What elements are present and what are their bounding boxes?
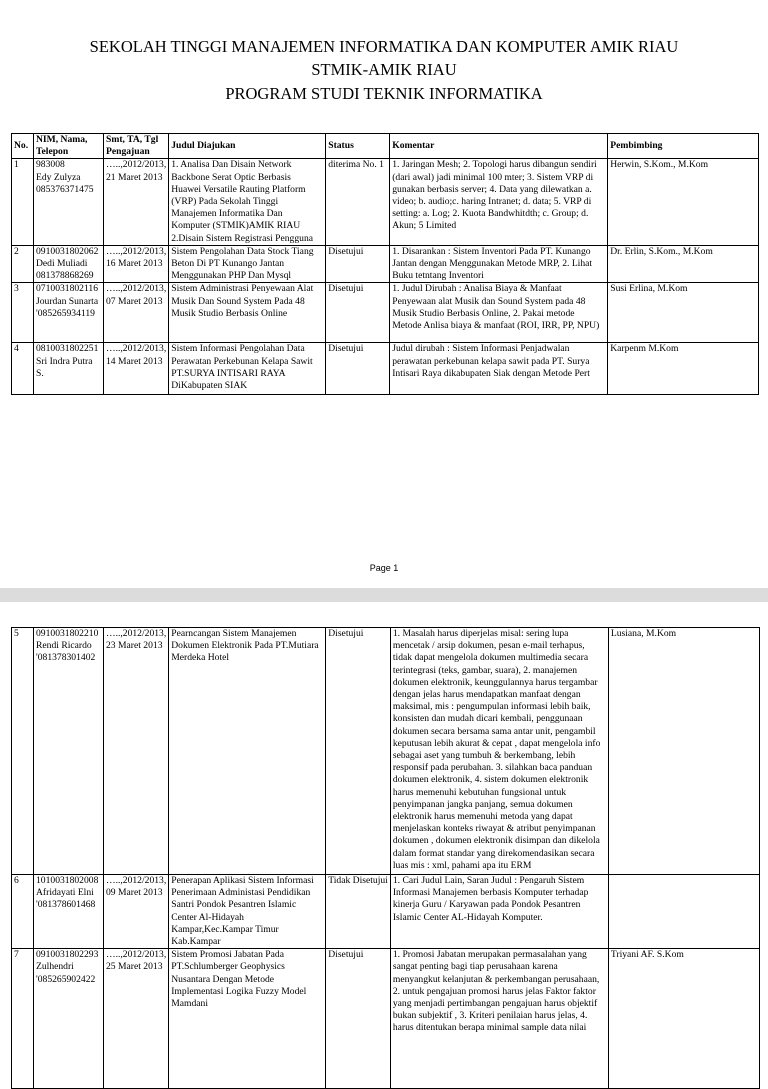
text-line: PT.SURYA INTISARI RAYA: [171, 367, 286, 379]
text-line: '081378601468: [36, 899, 96, 911]
text-line: 0910031802062: [36, 245, 99, 257]
cell-proposed-title: [169, 159, 326, 245]
text-line: Penerimaan Administasi Pendidikan: [171, 887, 311, 899]
text-line: Implementasi Logika Fuzzy Model: [171, 985, 307, 997]
cell-comment: [390, 245, 608, 283]
text-line: Komputer (STMIK)AMIK RIAU: [171, 220, 301, 232]
text-line: Merdeka Hotel: [171, 652, 230, 664]
text-line: menyangkut kelanjutan & perkembangan perusahaan,: [392, 973, 600, 985]
text-line: responsif pada perubahan. 3. silahkan baca panduan: [392, 762, 593, 774]
text-line: (dari awal) jadi minimal 100 mter; 3. Sistem VRP di: [392, 171, 594, 183]
text-line: Judul dirubah : Sistem Informasi Penjadwalan: [392, 343, 570, 355]
column-header-comment: Komentar: [390, 134, 608, 159]
text-line: 1. Jaringan Mesh; 2. Topologi harus dibangun sendiri: [392, 159, 597, 171]
thesis-proposal-table-page-1: [11, 133, 759, 395]
cell-supervisor: Herwin, S.Kom., M.Kom: [608, 159, 759, 245]
text-line: 16 Maret 2013: [106, 258, 163, 270]
text-line: maksimal, mis : pengumpulan informasi lebih baik,: [392, 701, 591, 713]
column-header-supervisor: Pembimbing: [608, 134, 759, 159]
cell-supervisor: Susi Erlina, M.Kom: [608, 283, 759, 343]
text-line: mencetak / arsip dokumen, pesan e-mail terhapus,: [392, 640, 585, 652]
cell-status: diterima No. 1: [326, 159, 390, 245]
cell-semester-date: [104, 159, 169, 245]
text-line: dokumen elektronik, 4. sistem dokumen elektronik: [392, 774, 589, 786]
text-line: Islamic Center AL-Hidayah Komputer.: [392, 911, 543, 923]
page-number: Page 1: [369, 563, 399, 573]
text-line: Afridayati Elni: [36, 887, 94, 899]
text-line: Dokumen Elektronik Pada PT.Mutiara: [171, 640, 319, 652]
column-header-nim: NIM, Nama, Telepon: [34, 134, 104, 159]
text-line: gunakan berbasis server; 4. Data yang dilewatkan a.: [392, 183, 592, 195]
cell-semester-date: [104, 245, 169, 283]
text-line: Rendi Ricardo: [36, 640, 92, 652]
document-page-2: [0, 602, 768, 1034]
cell-status: Disetujui: [326, 245, 390, 283]
cell-comment: [390, 628, 608, 875]
text-line: dengan jelas harus mendapatkan manfaat dengan: [392, 689, 581, 701]
institution-abbreviation: STMIK-AMIK RIAU: [311, 60, 457, 79]
table-header-row: [12, 134, 759, 159]
table-row: [12, 949, 760, 1089]
text-line: Backbone Serat Optic Berbasis: [171, 171, 291, 183]
thesis-proposal-table-page-2: [11, 627, 760, 1089]
cell-nim-name-phone: [34, 875, 104, 949]
text-line: 983008: [36, 159, 65, 171]
text-line: (VRP) Pada Sekolah Tinggi: [171, 196, 279, 208]
cell-supervisor: Lusiana, M.Kom: [608, 628, 759, 875]
text-line: …..,2012/2013,: [106, 875, 167, 886]
cell-status: Disetujui: [326, 343, 390, 395]
text-line: video; b. audio;c. haring Intranet; d. data; 5. VRP di: [392, 196, 592, 208]
cell-nim-name-phone: [34, 343, 104, 395]
text-line: 1. Masalah harus diperjelas misal: sering lupa: [392, 628, 569, 639]
text-line: 25 Maret 2013: [106, 961, 163, 973]
text-line: Menggunakan PHP Dan Mysql: [171, 270, 292, 282]
cell-supervisor: [608, 875, 759, 949]
cell-semester-date: [104, 343, 169, 395]
text-line: Beton Di PT Kunango Jantan: [171, 258, 285, 270]
cell-nim-name-phone: [34, 245, 104, 283]
text-line: Akun; 5 Limited: [392, 220, 457, 232]
text-line: 07 Maret 2013: [106, 295, 163, 307]
text-line: 2. untuk pengajuan promosi harus jelas Faktor faktor: [392, 985, 596, 997]
text-line: Center Al-Hidayah: [171, 911, 244, 923]
cell-supervisor: Triyani AF. S.Kom: [608, 949, 759, 1089]
text-line: '085265934119: [36, 307, 95, 319]
text-line: bukan subjektif , 3. Kriteri penilaian harus jelas, 4.: [392, 1010, 588, 1022]
cell-proposed-title: [169, 949, 326, 1089]
column-header-status: Status: [326, 134, 390, 159]
text-line: 14 Maret 2013: [106, 355, 163, 367]
text-line: …..,2012/2013,: [106, 283, 167, 295]
table-row: [12, 159, 759, 245]
table-row: [12, 628, 760, 875]
table-row: [12, 343, 759, 395]
text-line: kinerja Guru / Karyawan pada Pondok Pesantren: [392, 899, 581, 911]
cell-status: Disetujui: [326, 628, 391, 875]
cell-status: Tidak Disetujui: [326, 875, 391, 949]
text-line: Edy Zulyza: [36, 171, 81, 183]
cell-comment: [390, 949, 608, 1089]
cell-semester-date: [104, 949, 169, 1089]
text-line: yang menjadi pertimbangan pengajuan harus objektif: [392, 998, 598, 1010]
text-line: konsisten dan mudah dicari kembali, penggunaan: [392, 713, 583, 725]
text-line: elektronik harus memenuhi metoda yang dapat: [392, 811, 573, 823]
cell-supervisor: Dr. Erlin, S.Kom., M.Kom: [608, 245, 759, 283]
text-line: Sistem Promosi Jabatan Pada: [171, 949, 284, 961]
text-line: Musik Studio Berbasis Online: [171, 307, 288, 319]
cell-no: 7: [12, 949, 34, 1089]
text-line: Perawatan Perkebunan Kelapa Sawit: [171, 355, 313, 367]
text-line: Pearncangan Sistem Manajemen: [171, 628, 297, 639]
cell-status: Disetujui: [326, 283, 390, 343]
text-line: terintegrasi (teks, gambar, suara), 2. manajemen: [392, 664, 578, 676]
program-title: PROGRAM STUDI TEKNIK INFORMATIKA: [225, 84, 543, 103]
text-line: Informasi Manajemen berbasis Komputer terhadap: [392, 887, 589, 899]
cell-semester-date: [104, 875, 169, 949]
cell-no: 2: [12, 245, 34, 283]
text-line: harus memenuhi kebutuhan fungsional untuk: [392, 786, 567, 798]
cell-no: 3: [12, 283, 34, 343]
text-line: dokumen , dokumen elektronik disimpan dan dikelola: [392, 835, 600, 847]
text-line: Penyewaan alat Musik dan Sound System pada 48: [392, 295, 586, 307]
cell-semester-date: [104, 283, 169, 343]
text-line: Jantan dengan Menggunakan Metode MRP, 2. Lihat: [392, 258, 593, 270]
text-line: 1. Promosi Jabatan merupakan permasalahan yang: [392, 949, 587, 961]
text-line: 085376371475: [36, 183, 94, 195]
text-line: 0710031802116: [36, 283, 99, 295]
cell-no: 4: [12, 343, 34, 395]
text-line: '081378301402: [36, 652, 96, 664]
text-line: Santri Pondok Pesantren Islamic: [171, 899, 297, 911]
text-line: …..,2012/2013,: [106, 949, 167, 961]
text-line: Musik Dan Sound System Pada 48: [171, 295, 305, 307]
text-line: dalam format standar yang direkomendasikan secara: [392, 847, 595, 859]
text-line: S.: [36, 367, 44, 379]
text-line: Kab.Kampar: [171, 936, 221, 948]
text-line: Zulhendri: [36, 961, 74, 973]
text-line: Musik Studio Berbasis Online, 2. Pakai metode: [392, 307, 575, 319]
text-line: penyimpanan jangka panjang, semua dokumen: [392, 798, 573, 810]
text-line: tidak dapat mengelola dokumen multimedia secara: [392, 652, 589, 664]
cell-nim-name-phone: [34, 159, 104, 245]
text-line: harus ditentukan berapa minimal sample data nilai: [392, 1022, 587, 1034]
text-line: menjelaskan konteks riwayat & atribut penyimpanan: [392, 823, 596, 835]
text-line: 1. Cari Judul Lain, Saran Judul : Pengaruh Sistem: [392, 875, 585, 886]
text-line: 1. Analisa Dan Disain Network: [171, 159, 292, 171]
text-line: 081378868269: [36, 270, 94, 282]
table-row: [12, 875, 760, 949]
column-header-no: No.: [12, 134, 34, 159]
cell-nim-name-phone: [34, 949, 104, 1089]
cell-nim-name-phone: [34, 628, 104, 875]
text-line: Sri Indra Putra: [36, 355, 93, 367]
text-line: setting: a. Log; 2. Kuota Bandwhitdth; c. Group; d.: [392, 208, 589, 220]
cell-comment: [390, 159, 608, 245]
cell-no: 5: [12, 628, 34, 875]
cell-supervisor: Karpenm M.Kom: [608, 343, 759, 395]
cell-proposed-title: [169, 245, 326, 283]
column-header-title: Judul Diajukan: [169, 134, 326, 159]
text-line: Huawei Versatile Rauting Platform: [171, 183, 306, 195]
text-line: Sistem Administrasi Penyewaan Alat: [171, 283, 314, 295]
text-line: 1. Disarankan : Sistem Inventori Pada PT. Kunango: [392, 245, 591, 257]
text-line: Metode Anlisa biaya & manfaat (ROI, IRR, PP, NPU): [392, 320, 600, 332]
text-line: 21 Maret 2013: [106, 171, 163, 183]
text-line: Kampar,Kec.Kampar Timur: [171, 923, 279, 935]
cell-proposed-title: [169, 283, 326, 343]
text-line: sebagai aset yang tumbuh & berkembang, lebih: [392, 750, 576, 762]
page-separator: [0, 588, 768, 602]
text-line: Sistem Informasi Pengolahan Data: [171, 343, 305, 355]
institution-title: SEKOLAH TINGGI MANAJEMEN INFORMATIKA DAN KOMPUTER AMIK RIAU: [89, 37, 679, 56]
text-line: dokumen elektronik, keunggulannya harus tergambar: [392, 676, 598, 688]
cell-proposed-title: [169, 875, 326, 949]
text-line: Jourdan Sunarta: [36, 295, 99, 307]
cell-comment: [390, 283, 608, 343]
text-line: Manajemen Informatika Dan: [171, 208, 283, 220]
text-line: …..,2012/2013,: [106, 343, 167, 355]
cell-nim-name-phone: [34, 283, 104, 343]
column-header-semester: Smt, TA, Tgl Pengajuan: [104, 134, 169, 159]
table-row: [12, 283, 759, 343]
text-line: perawatan perkebunan kelapa sawit pada PT. Surya: [392, 355, 590, 367]
text-line: Sistem Pengolahan Data Stock Tiang: [171, 245, 314, 257]
text-line: Intisari Raya dikabupaten Siak dengan Metode Pert: [392, 367, 590, 379]
text-line: DiKabupaten SIAK: [171, 380, 248, 392]
text-line: …..,2012/2013,: [106, 159, 167, 171]
text-line: 0810031802251: [36, 343, 99, 355]
text-line: 2.Disain Sistem Registrasi Pengguna: [171, 232, 313, 244]
text-line: …..,2012/2013,: [106, 628, 167, 639]
cell-comment: [390, 343, 608, 395]
cell-no: 6: [12, 875, 34, 949]
text-line: Buku tetntang Inventori: [392, 270, 484, 282]
text-line: 1010031802008: [36, 875, 99, 886]
text-line: 0910031802210: [36, 628, 99, 639]
text-line: dokumen secara bersama sama antar unit, pengambil: [392, 725, 596, 737]
text-line: 09 Maret 2013: [106, 887, 163, 899]
text-line: Dedi Muliadi: [36, 258, 88, 270]
text-line: sangat penting bagi tiap perusahaan karena: [392, 961, 558, 973]
text-line: luas mis : xml, pahami apa itu ERM: [392, 859, 532, 871]
cell-proposed-title: [169, 628, 326, 875]
cell-comment: [390, 875, 608, 949]
cell-proposed-title: [169, 343, 326, 395]
table-row: [12, 245, 759, 283]
text-line: 0910031802293: [36, 949, 99, 961]
text-line: 1. Judul Dirubah : Analisa Biaya & Manfaat: [392, 283, 562, 295]
cell-status: Disetujui: [326, 949, 391, 1089]
cell-semester-date: [104, 628, 169, 875]
text-line: Penerapan Aplikasi Sistem Informasi: [171, 875, 314, 886]
text-line: PT.Schlumberger Geophysics: [171, 961, 285, 973]
cell-no: 1: [12, 159, 34, 245]
text-line: 23 Maret 2013: [106, 640, 163, 652]
text-line: keputusan lebih akurat & cepat , dapat mengelola info: [392, 737, 601, 749]
text-line: Nusantara Dengan Metode: [171, 973, 275, 985]
text-line: Mamdani: [171, 998, 209, 1010]
text-line: …..,2012/2013,: [106, 245, 167, 257]
text-line: '085265902422: [36, 973, 96, 985]
